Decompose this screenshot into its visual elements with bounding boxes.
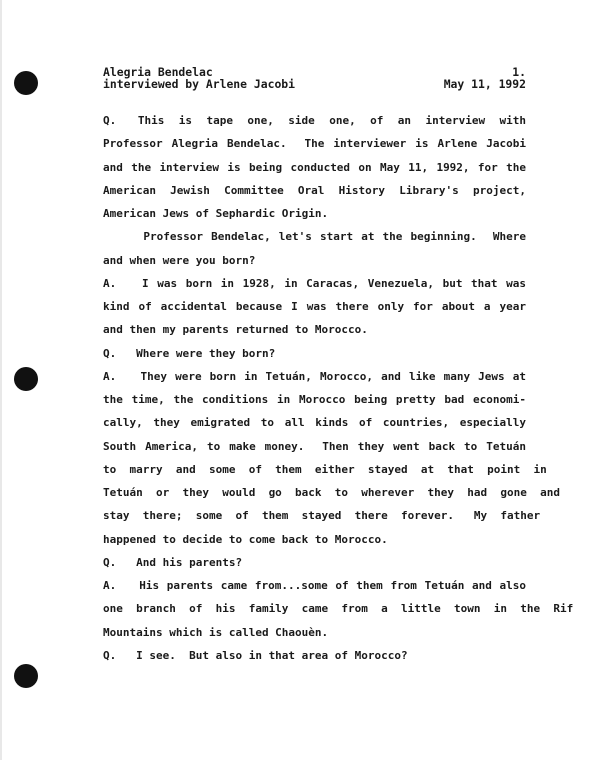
binder-hole-bottom xyxy=(14,664,38,688)
transcript-line: stay there; some of them stayed there forever. My father xyxy=(103,509,541,523)
interviewee-name: Alegria Bendelac xyxy=(103,65,213,79)
transcript-line: Q. Where were they born? xyxy=(103,346,276,360)
transcript-line: South America, to make money. Then they went back to Tetuán xyxy=(103,439,526,453)
transcript-line: to marry and some of them either stayed at that point in xyxy=(103,462,547,476)
transcript-line: the time, the conditions in Morocco being pretty bad economi- xyxy=(103,393,526,406)
transcript-line: A. I was born in 1928, in Caracas, Venezuela, but that was xyxy=(103,276,526,290)
transcript-line: Professor Alegria Bendelac. The interviewer is Arlene Jacobi xyxy=(103,137,526,151)
transcript-line: Professor Bendelac, let's start at the beginning. Where xyxy=(103,230,526,244)
interviewer-credit: interviewed by Arlene Jacobi xyxy=(103,77,296,91)
header-row-2 xyxy=(103,78,526,90)
binder-hole-top xyxy=(14,71,38,95)
transcript-line: and then my parents returned to Morocco. xyxy=(103,323,368,337)
transcript-line: A. His parents came from...some of them from Tetuán and also xyxy=(103,579,526,592)
page-header xyxy=(103,66,526,90)
transcript-line: American Jews of Sephardic Origin. xyxy=(103,207,329,220)
transcript-line: happened to decide to come back to Morocco. xyxy=(103,532,388,546)
transcript-line: and when were you born? xyxy=(103,253,256,267)
transcript-line: one branch of his family came from a little town in the Rif xyxy=(103,602,574,616)
transcript-line: Q. This is tape one, side one, of an interview with xyxy=(103,114,526,127)
transcript-line: kind of accidental because I was there only for about a year xyxy=(103,300,526,313)
transcript-line: cally, they emigrated to all kinds of countries, especially xyxy=(103,416,526,430)
page-edge xyxy=(0,0,2,760)
interview-date: May 11, 1992 xyxy=(443,77,526,91)
transcript-line: Q. I see. But also in that area of Morocco? xyxy=(103,648,408,662)
transcript-line: American Jewish Committee Oral History Library's project, xyxy=(103,183,526,197)
transcript-body xyxy=(103,109,574,667)
transcript-line: Tetuán or they would go back to wherever they had gone and xyxy=(103,486,560,499)
transcript-line: and the interview is being conducted on May 11, 1992, for the xyxy=(103,160,526,174)
transcript-line: Mountains which is called Chaouèn. xyxy=(103,625,329,639)
page-number: 1. xyxy=(512,65,526,79)
transcript-line: Q. And his parents? xyxy=(103,555,243,569)
binder-hole-middle xyxy=(14,367,38,391)
transcript-line: A. They were born in Tetuán, Morocco, and like many Jews at xyxy=(103,369,526,383)
